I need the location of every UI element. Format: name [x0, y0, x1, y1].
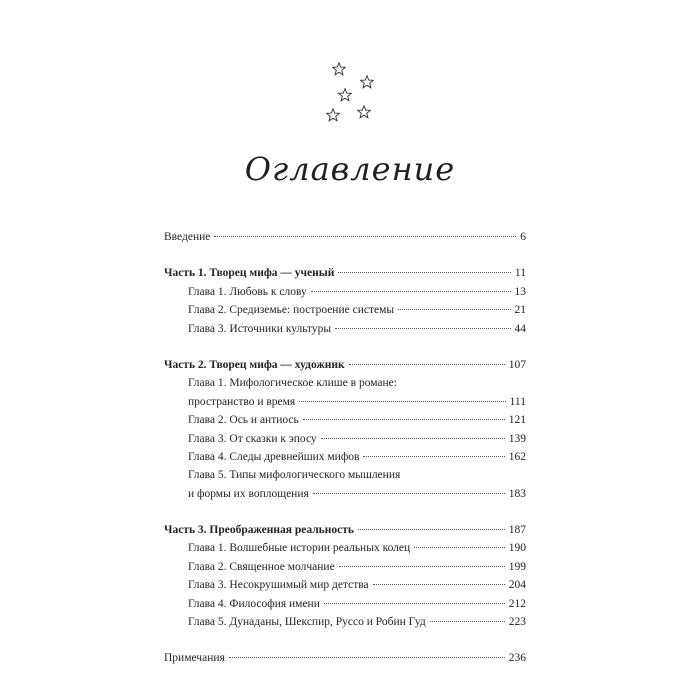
dot-leader [214, 236, 516, 237]
toc-chapter[interactable] [164, 558, 526, 576]
toc-part-1[interactable] [164, 264, 526, 282]
toc-chapter[interactable] [164, 539, 526, 557]
toc-page-number: 187 [508, 524, 526, 537]
dot-leader [430, 621, 505, 622]
toc-chapter[interactable] [164, 320, 526, 338]
dot-leader [398, 309, 510, 310]
toc-chapter-label: Глава 1. Любовь к слову [188, 285, 307, 298]
toc-entry-label: Примечания [164, 652, 225, 665]
toc-entry-label: Введение [164, 231, 211, 243]
toc-page-number: 6 [520, 231, 526, 243]
toc-chapter-line1[interactable] [164, 466, 526, 484]
toc-chapter[interactable] [164, 613, 526, 631]
dot-leader [324, 603, 505, 604]
dot-leader [321, 438, 505, 439]
toc-part-label: Часть 1. Творец мифа — ученый [164, 267, 335, 280]
toc-chapter[interactable] [164, 430, 526, 448]
dot-leader [229, 657, 505, 658]
toc-page-number: 11 [514, 267, 526, 280]
toc-page-number: 236 [508, 652, 526, 665]
toc-chapter-label: Глава 5. Дунаданы, Шекспир, Руссо и Робин Гуд [188, 616, 426, 629]
toc-chapter-label: Глава 2. Средиземье: построение системы [188, 304, 395, 317]
toc-chapter[interactable] [164, 393, 526, 411]
toc-chapter[interactable] [164, 301, 526, 319]
dot-leader [349, 364, 505, 365]
dot-leader [311, 291, 511, 292]
dot-leader [338, 272, 511, 273]
table-of-contents [164, 228, 526, 668]
toc-chapter[interactable] [164, 283, 526, 301]
toc-entry-intro[interactable] [164, 228, 526, 246]
toc-entry-notes[interactable] [164, 649, 526, 667]
star-icon [338, 88, 352, 102]
toc-part-label: Часть 3. Преображенная реальность [164, 524, 354, 537]
toc-chapter-label: Глава 1. Волшебные истории реальных колец [188, 542, 411, 555]
star-icon [332, 62, 346, 76]
toc-chapter[interactable] [164, 411, 526, 429]
star-icon [360, 75, 374, 89]
toc-page-number: 13 [514, 285, 526, 298]
toc-page-number: 111 [509, 395, 526, 408]
toc-page-number: 223 [508, 616, 526, 629]
toc-chapter-label: Глава 2. Священное молчание [188, 560, 335, 573]
dot-leader [303, 419, 505, 420]
toc-page-number: 212 [508, 597, 526, 610]
toc-page-number: 139 [508, 432, 526, 445]
page-title: Оглавление [244, 150, 456, 188]
toc-chapter-label-continued: и формы их воплощения [188, 487, 309, 500]
star-icon [357, 105, 371, 119]
toc-chapter-label: Глава 3. Несокрушимый мир детства [188, 579, 369, 592]
dot-leader [299, 401, 505, 402]
dot-leader [414, 547, 505, 548]
toc-page-number: 190 [508, 542, 526, 555]
toc-page-number: 121 [508, 414, 526, 427]
dot-leader [339, 566, 505, 567]
dot-leader [373, 584, 505, 585]
toc-chapter[interactable] [164, 595, 526, 613]
dot-leader [363, 456, 504, 457]
toc-page-number: 107 [508, 358, 526, 371]
toc-part-label: Часть 2. Творец мифа — художник [164, 358, 345, 371]
dot-leader [313, 493, 505, 494]
toc-page-number: 183 [508, 487, 526, 500]
star-icon [326, 108, 340, 122]
toc-chapter-label: Глава 3. От сказки к эпосу [188, 432, 317, 445]
toc-chapter-label: Глава 4. Следы древнейших мифов [188, 450, 360, 463]
toc-chapter-label: Глава 5. Типы мифологического мышления [188, 469, 401, 482]
toc-page-number: 44 [514, 322, 526, 335]
toc-chapter-label-continued: пространство и время [188, 395, 296, 408]
toc-chapter-label: Глава 1. Мифологическое клише в романе: [188, 377, 397, 390]
toc-chapter[interactable] [164, 448, 526, 466]
toc-chapter[interactable] [164, 485, 526, 503]
toc-page-number: 162 [508, 450, 526, 463]
dot-leader [335, 328, 510, 329]
toc-page-number: 21 [514, 304, 526, 317]
toc-page-number: 199 [508, 560, 526, 573]
toc-part-2[interactable] [164, 356, 526, 374]
dot-leader [358, 529, 505, 530]
toc-chapter-label: Глава 3. Источники культуры [188, 322, 332, 335]
toc-chapter-label: Глава 4. Философия имени [188, 597, 320, 610]
toc-chapter-label: Глава 2. Ось и антиось [188, 414, 299, 427]
toc-chapter-line1[interactable] [164, 374, 526, 392]
stars-ornament [320, 50, 380, 130]
toc-chapter[interactable] [164, 576, 526, 594]
toc-page-number: 204 [508, 579, 526, 592]
toc-part-3[interactable] [164, 521, 526, 539]
